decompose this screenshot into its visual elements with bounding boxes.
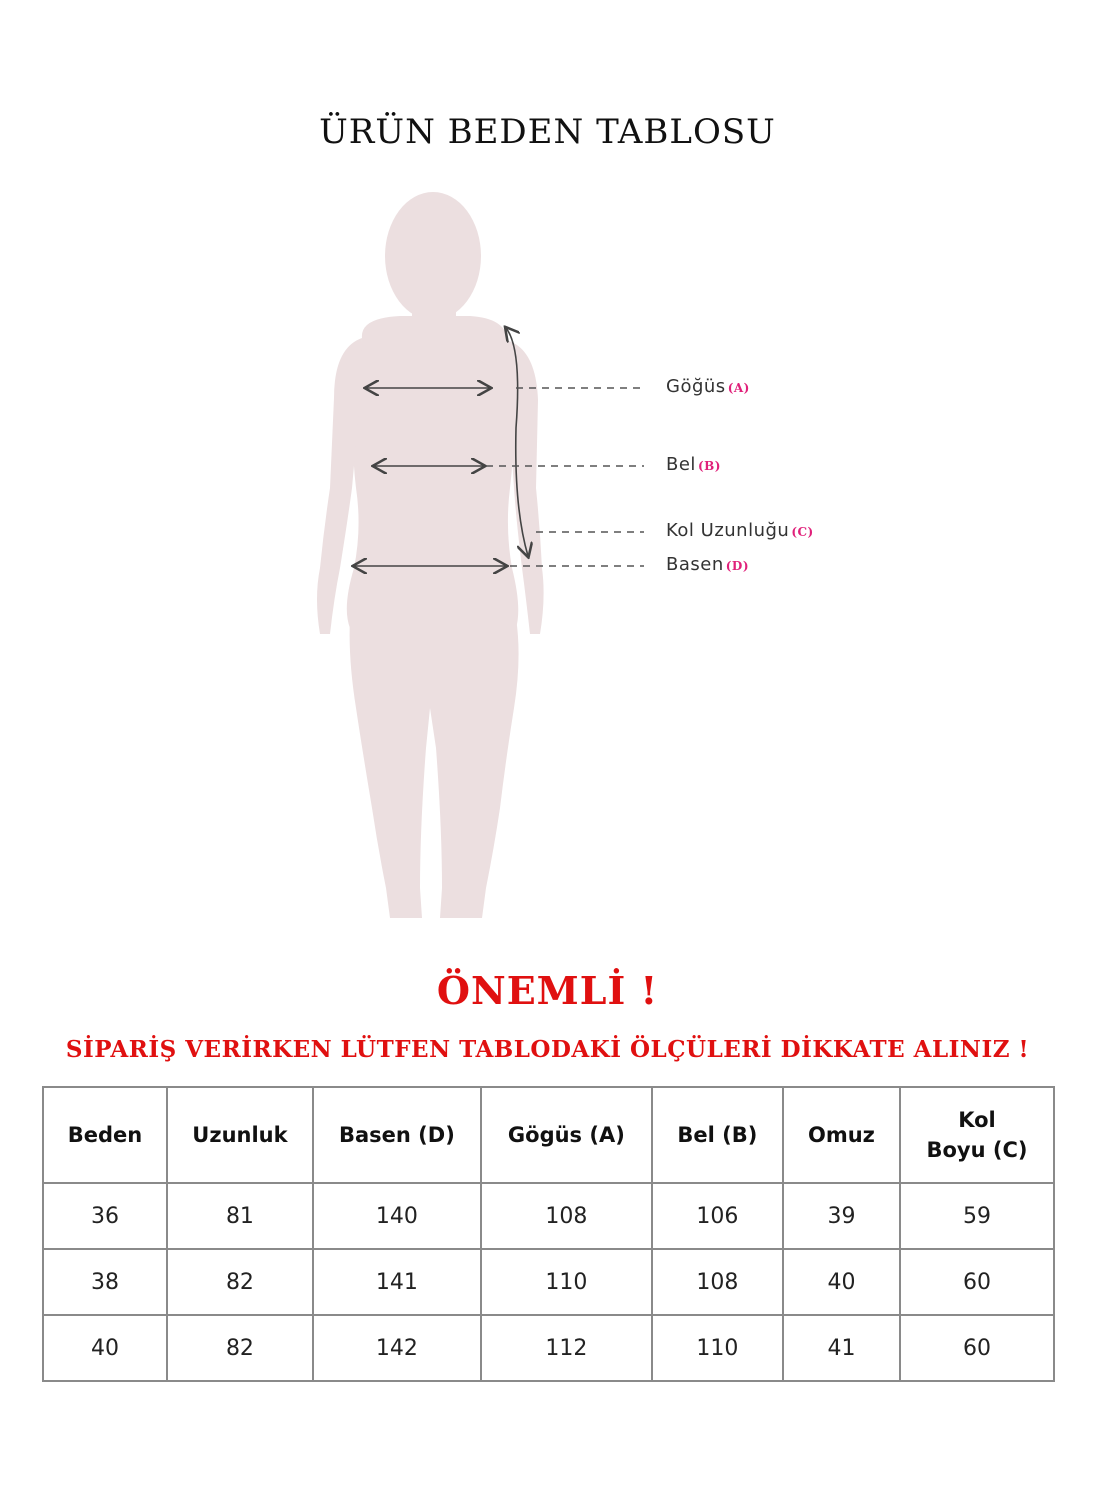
label-waist-name: Bel (666, 454, 696, 475)
label-waist (666, 454, 721, 475)
table-row (43, 1315, 1054, 1381)
size-table-header-row (43, 1087, 1054, 1183)
cell-bel: 106 (652, 1183, 783, 1249)
cell-bel: 110 (652, 1315, 783, 1381)
header-kol-boyu: Kol Boyu (C) (900, 1087, 1054, 1183)
label-hip (666, 554, 749, 575)
label-chest-name: Göğüs (666, 376, 726, 397)
cell-kol-boyu: 60 (900, 1315, 1054, 1381)
table-row (43, 1183, 1054, 1249)
label-sleeve-name: Kol Uzunluğu (666, 520, 790, 541)
label-chest-code: (A) (727, 381, 750, 395)
cell-beden: 38 (43, 1249, 167, 1315)
label-sleeve (666, 520, 814, 541)
cell-bel: 108 (652, 1249, 783, 1315)
woman-silhouette (300, 188, 860, 928)
cell-basen: 142 (313, 1315, 481, 1381)
cell-gogus: 110 (481, 1249, 652, 1315)
page-title: ÜRÜN BEDEN TABLOSU (319, 112, 776, 152)
cell-gogus: 108 (481, 1183, 652, 1249)
cell-basen: 140 (313, 1183, 481, 1249)
label-hip-code: (D) (725, 559, 750, 573)
table-row (43, 1249, 1054, 1315)
important-heading: ÖNEMLİ ! (436, 968, 659, 1013)
cell-uzunluk: 82 (167, 1315, 313, 1381)
header-beden: Beden (43, 1087, 167, 1183)
label-hip-name: Basen (666, 554, 724, 575)
order-warning: SİPARİŞ VERİRKEN LÜTFEN TABLODAKİ ÖLÇÜLERİ DİKKATE ALINIZ ! (65, 1036, 1030, 1063)
cell-beden: 40 (43, 1315, 167, 1381)
silhouette-body (317, 192, 544, 918)
header-gogus: Gögüs (A) (481, 1087, 652, 1183)
cell-kol-boyu: 59 (900, 1183, 1054, 1249)
cell-kol-boyu: 60 (900, 1249, 1054, 1315)
cell-omuz: 39 (783, 1183, 900, 1249)
header-bel: Bel (B) (652, 1087, 783, 1183)
body-measurement-diagram (300, 188, 860, 928)
header-omuz: Omuz (783, 1087, 900, 1183)
cell-uzunluk: 81 (167, 1183, 313, 1249)
cell-beden: 36 (43, 1183, 167, 1249)
label-waist-code: (B) (697, 459, 721, 473)
cell-omuz: 40 (783, 1249, 900, 1315)
cell-gogus: 112 (481, 1315, 652, 1381)
label-sleeve-code: (C) (791, 525, 814, 539)
cell-omuz: 41 (783, 1315, 900, 1381)
cell-uzunluk: 82 (167, 1249, 313, 1315)
size-table (42, 1086, 1055, 1382)
header-uzunluk: Uzunluk (167, 1087, 313, 1183)
header-basen: Basen (D) (313, 1087, 481, 1183)
cell-basen: 141 (313, 1249, 481, 1315)
label-chest (666, 376, 750, 397)
